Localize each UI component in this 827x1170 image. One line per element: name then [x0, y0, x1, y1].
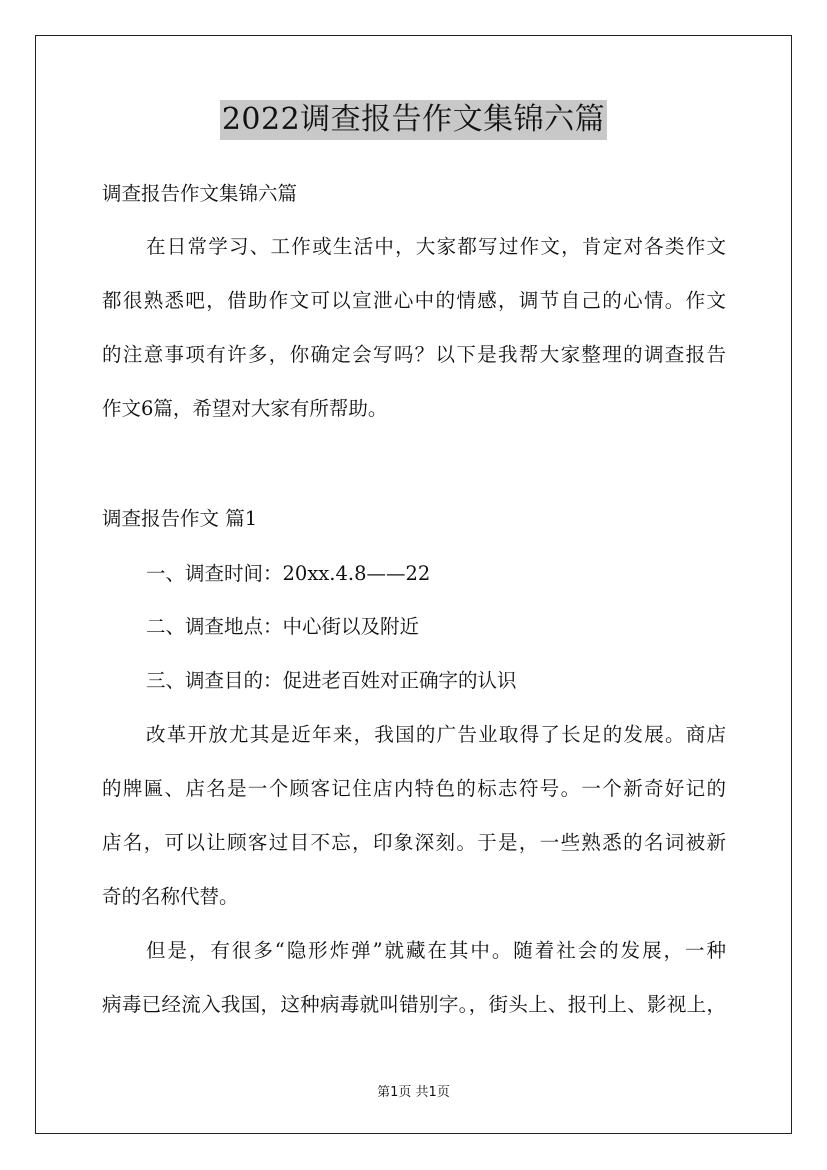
intro-line: 作文6篇，希望对大家有所帮助。 — [102, 397, 388, 420]
intro-line: 在日常学习、工作或生活中，大家都写过作文，肯定对各类作文 — [146, 235, 726, 258]
intro-line: 都很熟悉吧，借助作文可以宣泄心中的情感，调节自己的心情。作文 — [102, 289, 726, 312]
paragraph-line: 奇的名称代替。 — [102, 885, 239, 908]
paragraph-line: 但是，有很多“隐形炸弹”就藏在其中。随着社会的发展，一种 — [146, 939, 726, 962]
paragraph-line: 病毒已经流入我国，这种病毒就叫错别字。，街头上、报刊上、影视上， — [102, 993, 726, 1016]
paragraph-line: 店名，可以让顾客过目不忘，印象深刻。于是，一些熟悉的名词被新 — [102, 831, 726, 854]
paragraph-line: 的牌匾、店名是一个顾客记住店内特色的标志符号。一个新奇好记的 — [102, 777, 726, 800]
page-footer: 第1页 共1页 — [377, 1085, 450, 1100]
title-container — [0, 100, 827, 140]
section-heading: 调查报告作文 篇1 — [102, 507, 258, 530]
intro-line: 的注意事项有许多，你确定会写吗？以下是我帮大家整理的调查报告 — [102, 343, 726, 366]
document-subtitle: 调查报告作文集锦六篇 — [102, 182, 298, 205]
paragraph-line: 改革开放尤其是近年来，我国的广告业取得了长足的发展。商店 — [146, 723, 726, 746]
document-title: 2022调查报告作文集锦六篇 — [220, 100, 607, 140]
survey-item: 二、调查地点：中心街以及附近 — [146, 615, 420, 638]
survey-item: 一、调查时间：20xx.4.8——22 — [146, 562, 431, 585]
survey-item: 三、调查目的：促进老百姓对正确字的认识 — [146, 669, 517, 692]
